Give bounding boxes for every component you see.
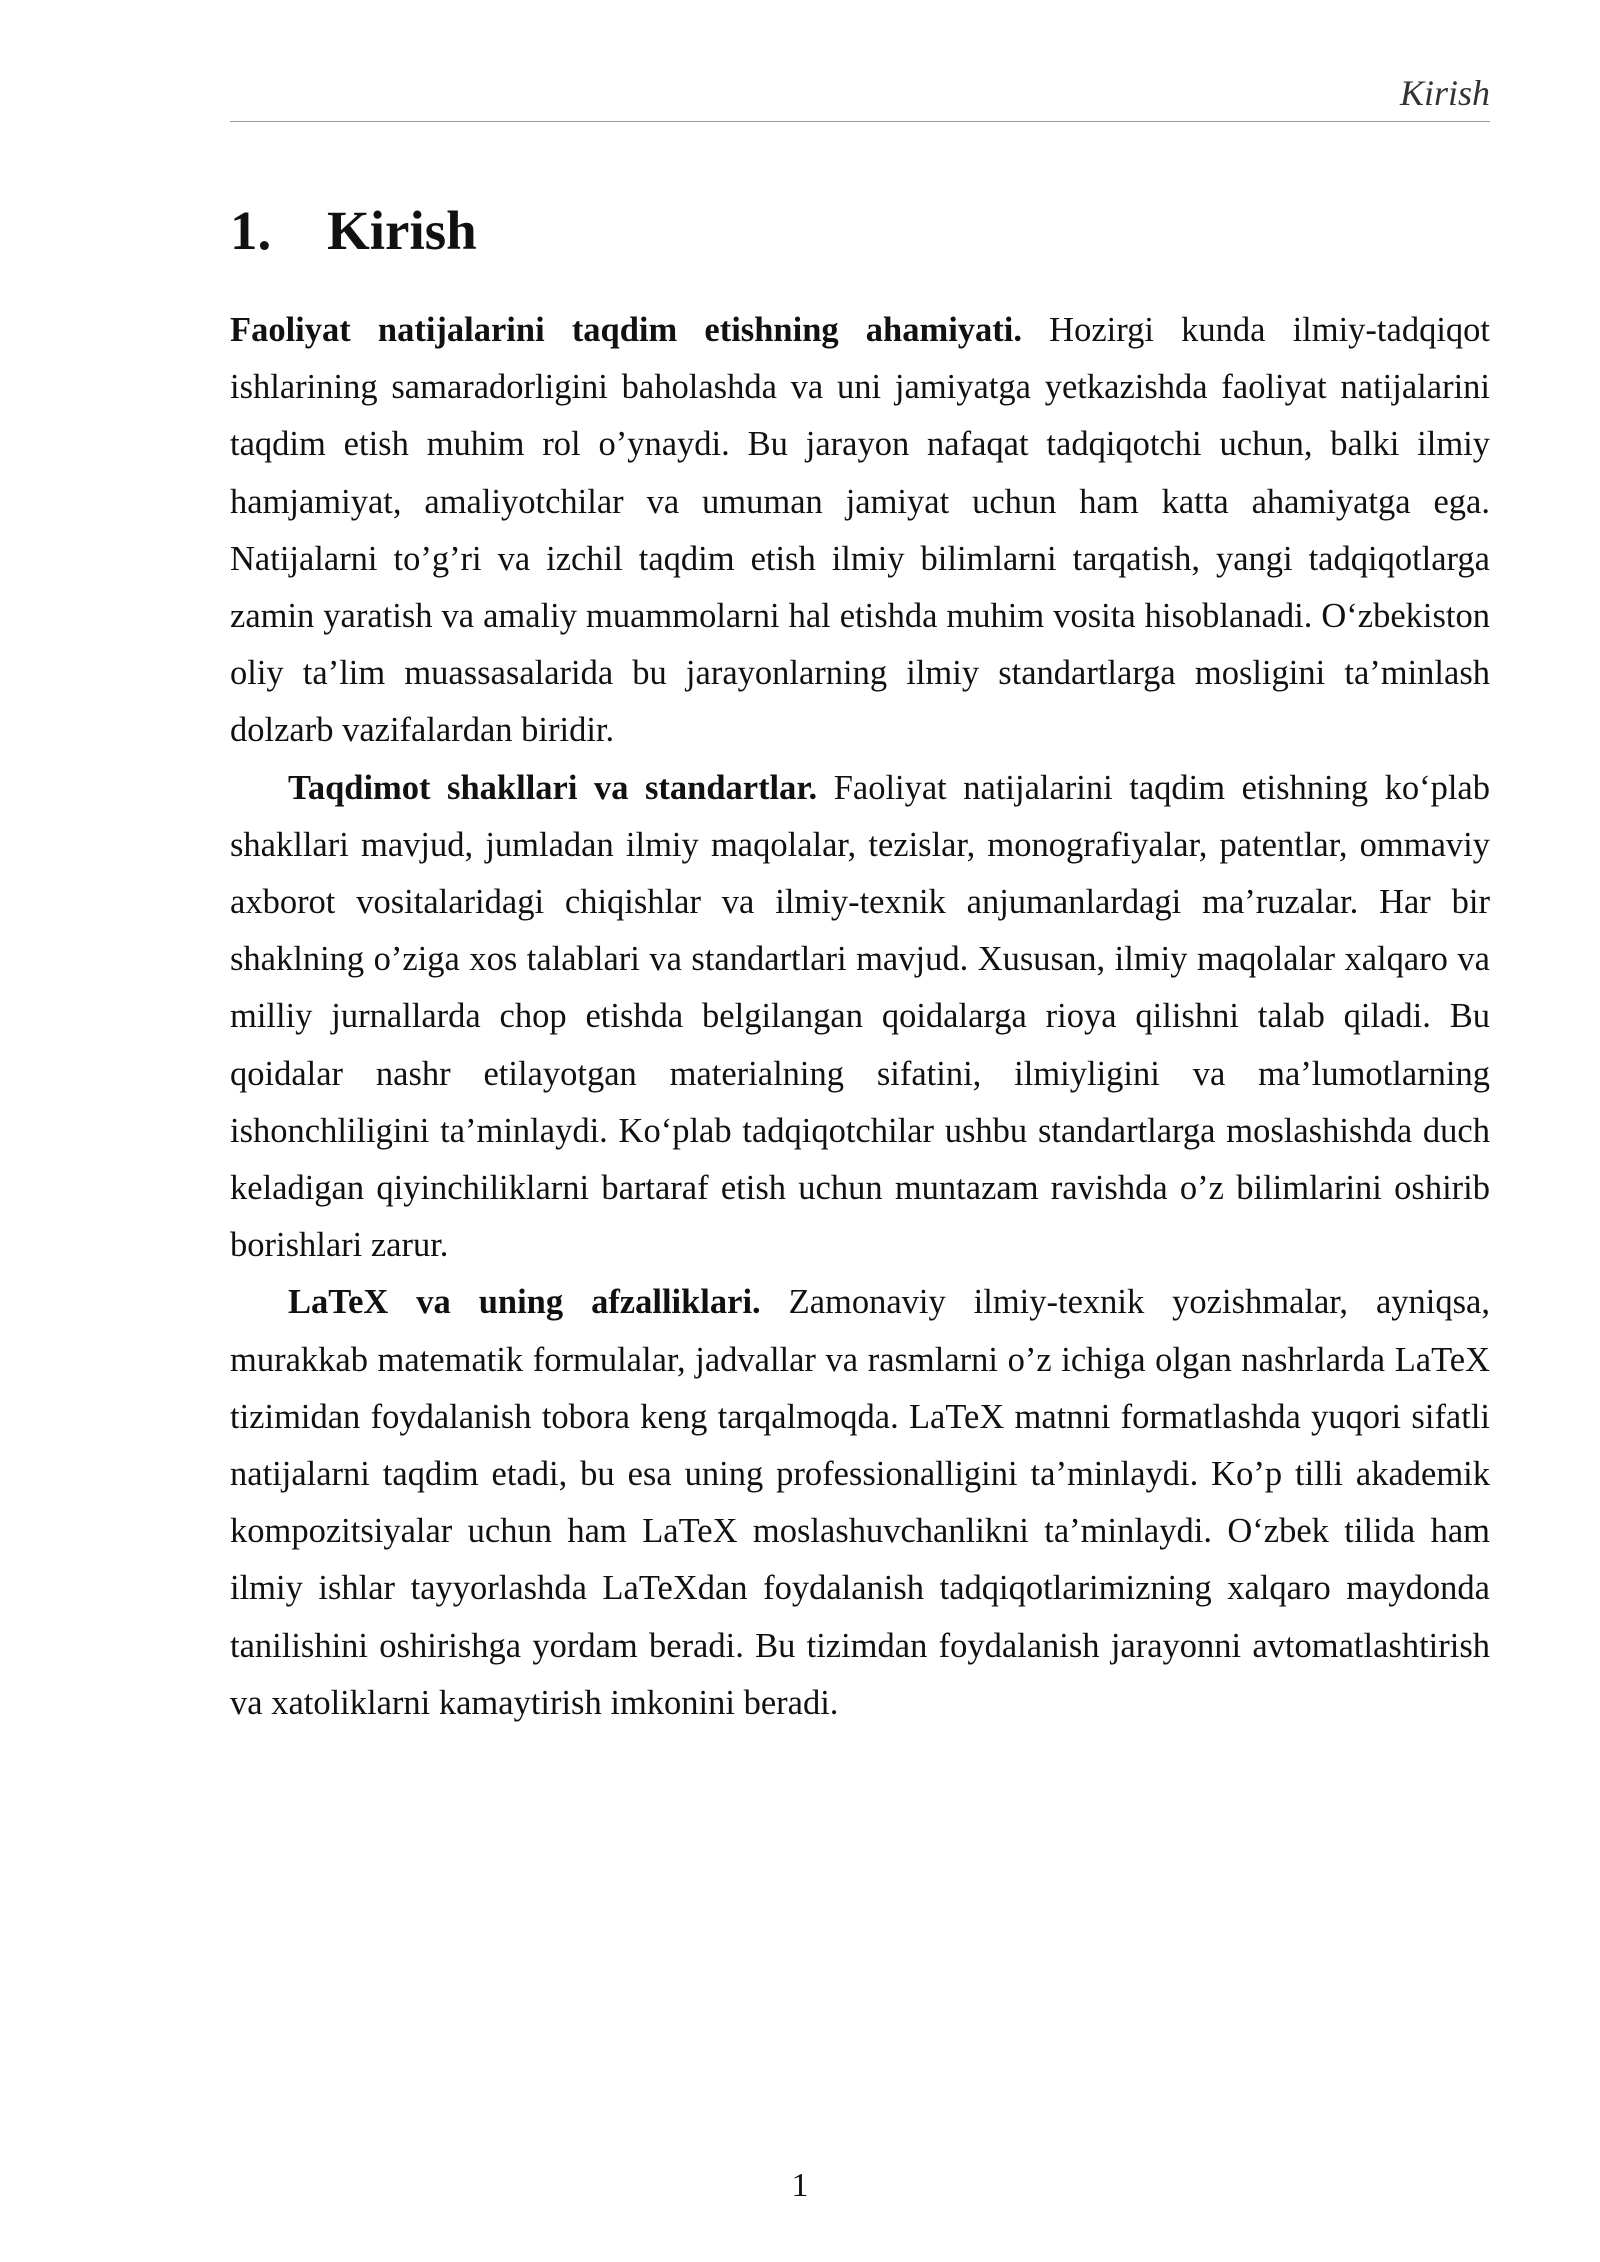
paragraph-text: Zamonaviy ilmiy-texnik yozishmalar, ayniqsa, murakkab matematik formulalar, jadvallar va rasmlarni o’z ichiga olgan nashrlarda LaTeX tizimidan foydalanish tobora keng tarqalmoqda. LaTeX matnni formatlashda yuqori sifatli natijalarni taqdim etadi, bu esa uning professionalligini ta’minlaydi. Ko’p tilli akademik kompozitsiyalar uchun ham LaTeX moslashuvchanlikni ta’minlaydi. O‘zbek tilida ham ilmiy ishlar tayyorlashda LaTeXdan foydalanish tadqiqotlarimizning xalqaro maydonda tanilishini oshirishga yordam beradi. Bu tizimdan foydalanish jarayonni avtomatlashtirish va xatoliklarni kamaytirish imkonini beradi. [230, 1283, 1490, 1722]
running-header-title: Kirish [1399, 73, 1490, 113]
paragraph-text: Hozirgi kunda ilmiy-tadqiqot ishlarining samaradorligini baholashda va uni jamiyatga yetkazishda faoliyat natijalarini taqdim etish muhim rol o’ynaydi. Bu jarayon nafaqat tadqiqotchi uchun, balki ilmiy hamjamiyat, amaliyotchilar va umuman jamiyat uchun ham katta ahamiyatga ega. Natijalarni to’g’ri va izchil taqdim etish ilmiy bilimlarni tarqatish, yangi tadqiqotlarga zamin yaratish va amaliy muammolarni hal etishda muhim vosita hisoblanadi. O‘zbekiston oliy ta’lim muassasalarida bu jarayonlarning ilmiy standartlarga mosligini ta’minlash dolzarb vazifalardan biridir. [230, 311, 1490, 750]
paragraph-importance [230, 302, 1490, 760]
paragraph-latex [230, 1274, 1490, 1732]
paragraph-lead: Faoliyat natijalarini taqdim etishning ahamiyati. [230, 311, 1023, 349]
paragraph-forms-standards [230, 760, 1490, 1275]
section-heading [230, 198, 477, 264]
section-number: 1. [230, 200, 272, 261]
section-title: Kirish [327, 200, 477, 261]
running-header [230, 70, 1490, 122]
page-number: 1 [791, 2167, 809, 2204]
paragraph-text: Faoliyat natijalarini taqdim etishning ko‘plab shakllari mavjud, jumladan ilmiy maqolalar, tezislar, monografiyalar, patentlar, ommaviy axborot vositalaridagi chiqishlar va ilmiy-texnik anjumanlardagi ma’ruzalar. Har bir shaklning o’ziga xos talablari va standartlari mavjud. Xususan, ilmiy maqolalar xalqaro va milliy jurnallarda chop etishda belgilangan qoidalarga rioya qilishni talab qiladi. Bu qoidalar nashr etilayotgan materialning sifatini, ilmiyligini va ma’lumotlarning ishonchliligini ta’minlaydi. Ko‘plab tadqiqotchilar ushbu standartlarga moslashishda duch keladigan qiyinchiliklarni bartaraf etish uchun muntazam ravishda o’z bilimlarini oshirib borishlari zarur. [230, 768, 1490, 1265]
paragraph-lead: Taqdimot shakllari va standartlar. [288, 768, 818, 807]
paragraph-lead: LaTeX va uning afzalliklari. [288, 1283, 761, 1322]
body-text [230, 302, 1490, 1732]
